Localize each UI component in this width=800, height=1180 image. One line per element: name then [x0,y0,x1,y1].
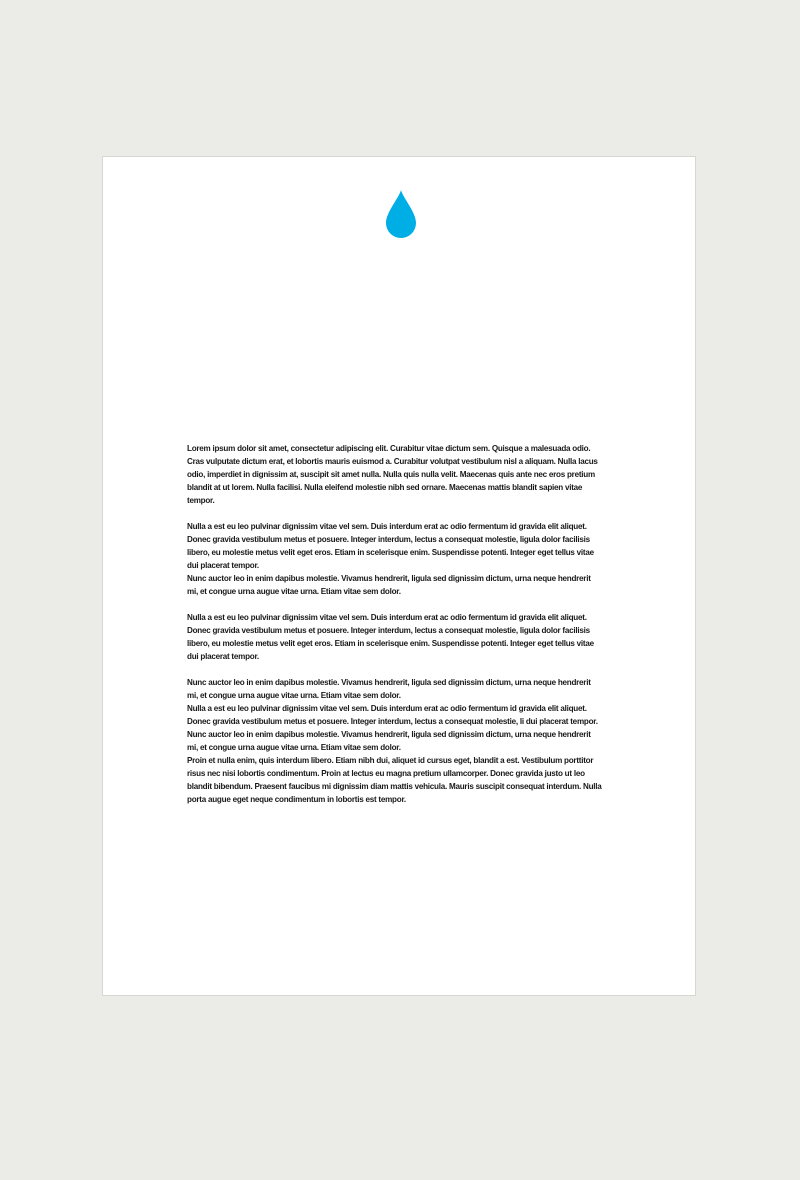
paragraph: Lorem ipsum dolor sit amet, consectetur adipiscing elit. Curabitur vitae dictum sem. Quisque a malesuada odio. Cras vulputate dictum erat, et lobortis mauris euismod a. Curabitur volutpat vestibulum nisl a aliquam. Nulla lacus odio, imperdiet in dignissim at, suscipit sit amet nulla. Nulla quis nulla velit. Maecenas quis ante nec eros pretium blandit at ut lorem. Nulla facilisi. Nulla eleifend molestie nibh sed ornare. Maecenas mattis blandit sapien vitae tempor. [187,444,598,505]
paragraph: Nunc auctor leo in enim dapibus molestie. Vivamus hendrerit, ligula sed dignissim dictum, urna neque hendrerit mi, et congue urna augue vitae urna. Etiam vitae sem dolor. Nulla a est eu leo pulvinar dignissim vitae vel sem. Duis interdum erat ac odio fermentum id gravida elit aliquet. Donec gravida vestibulum metus et posuere. Integer interdum, lectus a consequat molestie, li dui placerat tempor. Nunc auctor leo in enim dapibus molestie. Vivamus hendrerit, ligula sed dignissim dictum, urna neque hendrerit mi, et congue urna augue vitae urna. Etiam vitae sem dolor. Proin et nulla enim, quis interdum libero. Etiam nibh dui, aliquet id cursus eget, blandit a est. Vestibulum porttitor risus nec nisi lobortis condimentum. Proin at lectus eu magna pretium ullamcorper. Donec gravida justo ut leo blandit bibendum. Praesent faucibus mi dignissim diam mattis vehicula. Mauris suscipit consequat interdum. Nulla porta augue eget neque condimentum in lobortis est tempor. [187,678,602,804]
paragraph: Nulla a est eu leo pulvinar dignissim vitae vel sem. Duis interdum erat ac odio fermentum id gravida elit aliquet. Donec gravida vestibulum metus et posuere. Integer interdum, lectus a consequat molestie, ligula dolor facilisis libero, eu molestie metus velit eget eros. Etiam in scelerisque enim. Suspendisse potenti. Integer eget tellus vitae dui placerat tempor. Nunc auctor leo in enim dapibus molestie. Vivamus hendrerit, ligula sed dignissim dictum, urna neque hendrerit mi, et congue urna augue vitae urna. Etiam vitae sem dolor. [187,522,594,596]
body-text [187,442,617,806]
paragraph: Nulla a est eu leo pulvinar dignissim vitae vel sem. Duis interdum erat ac odio fermentum id gravida elit aliquet. Donec gravida vestibulum metus et posuere. Integer interdum, lectus a consequat molestie, ligula dolor facilisis libero, eu molestie metus velit eget eros. Etiam in scelerisque enim. Suspendisse potenti. Integer eget tellus vitae dui placerat tempor. [187,613,594,661]
document-page [102,156,696,996]
water-drop-icon [386,190,416,238]
